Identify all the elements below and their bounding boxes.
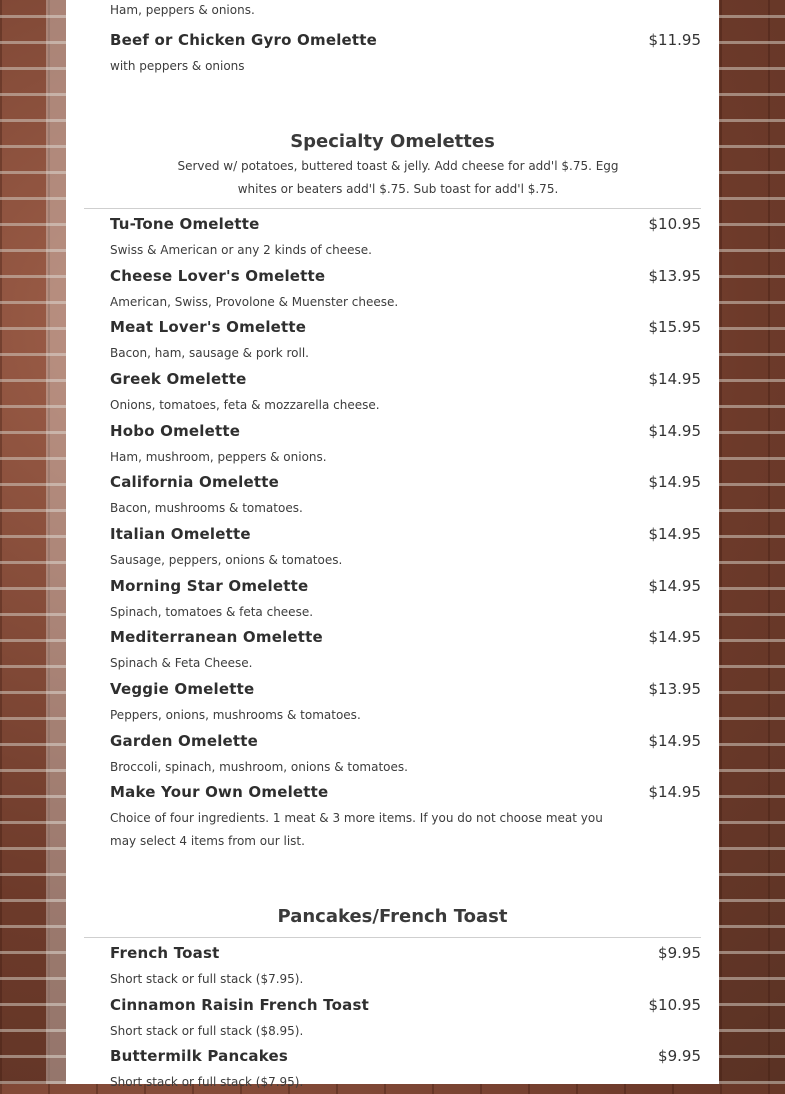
- item-price: $14.95: [648, 783, 701, 801]
- item-price: $11.95: [648, 31, 701, 49]
- item-description: Bacon, mushrooms & tomatoes.: [110, 501, 303, 515]
- item-name: Cheese Lover's Omelette: [110, 267, 326, 285]
- item-price: $13.95: [648, 267, 701, 285]
- item-name: Hobo Omelette: [110, 422, 241, 440]
- item-description: Spinach & Feta Cheese.: [110, 656, 253, 670]
- item-description: Broccoli, spinach, mushroom, onions & tomatoes.: [110, 760, 408, 774]
- section-note: Served w/ potatoes, buttered toast & jelly. Add cheese for add'l $.75. Egg whites or beaters add'l $.75. Sub toast for add'l $.75.: [177, 159, 619, 196]
- item-name: Beef or Chicken Gyro Omelette: [110, 31, 378, 49]
- item-price: $9.95: [658, 944, 701, 962]
- item-name: Veggie Omelette: [110, 680, 255, 698]
- item-description: Short stack or full stack ($7.95).: [110, 972, 304, 986]
- item-description: American, Swiss, Provolone & Muenster cheese.: [110, 295, 399, 309]
- item-price: $14.95: [648, 525, 701, 543]
- section-title-specialty: Specialty Omelettes: [290, 131, 495, 152]
- item-name: Morning Star Omelette: [110, 577, 309, 595]
- item-name: Garden Omelette: [110, 732, 259, 750]
- item-description: Swiss & American or any 2 kinds of cheese.: [110, 243, 372, 257]
- item-price: $14.95: [648, 473, 701, 491]
- item-price: $14.95: [648, 628, 701, 646]
- item-description: with peppers & onions: [110, 59, 245, 73]
- item-name: Make Your Own Omelette: [110, 783, 329, 801]
- item-description: Short stack or full stack ($8.95).: [110, 1024, 304, 1038]
- item-price: $9.95: [658, 1047, 701, 1065]
- item-description: Onions, tomatoes, feta & mozzarella cheese.: [110, 398, 380, 412]
- item-price: $15.95: [648, 318, 701, 336]
- item-name: Tu-Tone Omelette: [110, 215, 260, 233]
- item-name: Cinnamon Raisin French Toast: [110, 996, 369, 1014]
- item-price: $14.95: [648, 577, 701, 595]
- item-description: Sausage, peppers, onions & tomatoes.: [110, 553, 343, 567]
- item-description: Peppers, onions, mushrooms & tomatoes.: [110, 708, 361, 722]
- item-price: $10.95: [648, 996, 701, 1014]
- item-price: $14.95: [648, 732, 701, 750]
- item-price: $14.95: [648, 422, 701, 440]
- item-name: Italian Omelette: [110, 525, 251, 543]
- item-name: California Omelette: [110, 473, 279, 491]
- item-description: Spinach, tomatoes & feta cheese.: [110, 605, 314, 619]
- item-description: Short stack or full stack ($7.95).: [110, 1075, 304, 1089]
- item-price: $13.95: [648, 680, 701, 698]
- item-name: Buttermilk Pancakes: [110, 1047, 289, 1065]
- section-title-pancakes: Pancakes/French Toast: [277, 906, 508, 927]
- item-name: Meat Lover's Omelette: [110, 318, 307, 336]
- item-price: $14.95: [648, 370, 701, 388]
- item-description: Ham, mushroom, peppers & onions.: [110, 450, 327, 464]
- section-divider: [84, 937, 701, 938]
- item-description: Ham, peppers & onions.: [110, 3, 255, 17]
- section-divider: [84, 208, 701, 209]
- item-description: Bacon, ham, sausage & pork roll.: [110, 346, 309, 360]
- item-price: $10.95: [648, 215, 701, 233]
- item-description: Choice of four ingredients. 1 meat & 3 more items. If you do not choose meat you may select 4 items from our list.: [110, 811, 603, 848]
- item-name: Mediterranean Omelette: [110, 628, 323, 646]
- item-name: Greek Omelette: [110, 370, 247, 388]
- item-name: French Toast: [110, 944, 220, 962]
